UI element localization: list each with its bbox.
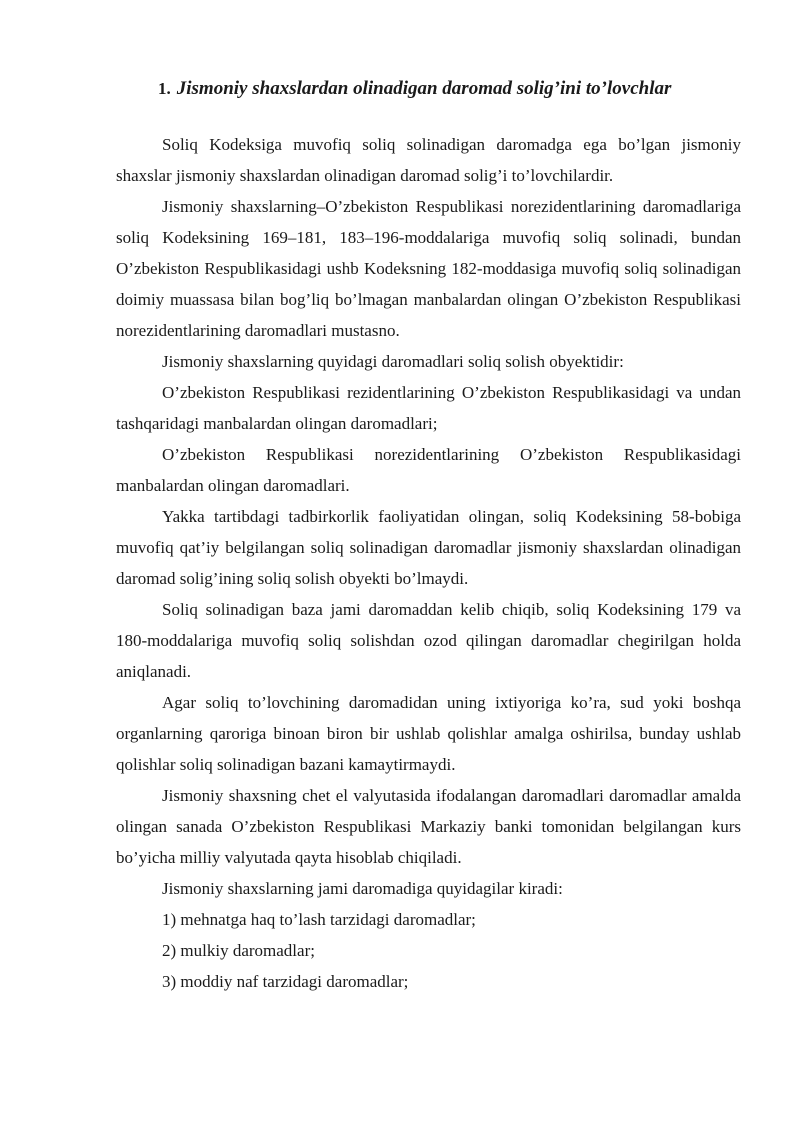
section-number: 1. bbox=[158, 79, 171, 98]
list-item: 3) moddiy naf tarzidagi daromadlar; bbox=[162, 972, 409, 991]
list-item: 1) mehnatga haq to’lash tarzidagi daromadlar; bbox=[162, 910, 476, 929]
paragraph: Jismoniy shaxslarning quyidagi daromadlari soliq solish obyektidir: bbox=[162, 352, 624, 371]
paragraph: Soliq Kodeksiga muvofiq soliq solinadigan daromadga ega bo’lgan jismoniy shaxslar jismoniy shaxslardan olinadigan daromad solig’i to’lovchilardir. bbox=[116, 135, 741, 185]
paragraph: Soliq solinadigan baza jami daromaddan kelib chiqib, soliq Kodeksining 179 va 180-moddalariga muvofiq soliq solishdan ozod qilingan daromadlar chegirilgan holda aniqlanadi. bbox=[116, 600, 741, 681]
list-item: 2) mulkiy daromadlar; bbox=[162, 941, 315, 960]
paragraph: O’zbekiston Respublikasi norezidentlarining O’zbekiston Respublikasidagi manbalardan olingan daromadlari. bbox=[116, 445, 741, 495]
paragraph: Jismoniy shaxslarning jami daromadiga quyidagilar kiradi: bbox=[162, 879, 563, 898]
paragraph: Agar soliq to’lovchining daromadidan uning ixtiyoriga ko’ra, sud yoki boshqa organlarning qaroriga binoan biron bir ushlab qolishlar amalga oshirilsa, bunday ushlab qolishlar soliq solinadigan bazani kamaytirmaydi. bbox=[116, 693, 741, 774]
body-text bbox=[116, 129, 741, 997]
paragraph: Jismoniy shaxsning chet el valyutasida ifodalangan daromadlari daromadlar amalda olingan sanada O’zbekiston Respublikasi Markaziy banki tomonidan belgilangan kurs bo’yicha milliy valyutada qayta hisoblab chiqiladi. bbox=[116, 786, 741, 867]
paragraph: O’zbekiston Respublikasi rezidentlarining O’zbekiston Respublikasidagi va undan tashqaridagi manbalardan olingan daromadlari; bbox=[116, 383, 741, 433]
section-title: Jismoniy shaxslardan olinadigan daromad solig’ini to’lovchlar bbox=[176, 78, 672, 99]
section-heading bbox=[116, 74, 741, 104]
document-page bbox=[116, 0, 741, 997]
paragraph: Yakka tartibdagi tadbirkorlik faoliyatidan olingan, soliq Kodeksining 58-bobiga muvofiq qat’iy belgilangan soliq solinadigan daromadlar jismoniy shaxslardan olinadigan daromad solig’ining soliq solish obyekti bo’lmaydi. bbox=[116, 507, 741, 588]
paragraph: Jismoniy shaxslarning–O’zbekiston Respublikasi norezidentlarining daromadlariga soliq Kodeksining 169–181, 183–196-moddalariga muvofiq soliq solinadi, bundan O’zbekiston Respublikasidagi ushb Kodeksning 182-moddasiga muvofiq soliq solinadigan doimiy muassasa bilan bog’liq bo’lmagan manbalardan olingan O’zbekiston Respublikasi norezidentlarining daromadlari mustasno. bbox=[116, 197, 741, 340]
